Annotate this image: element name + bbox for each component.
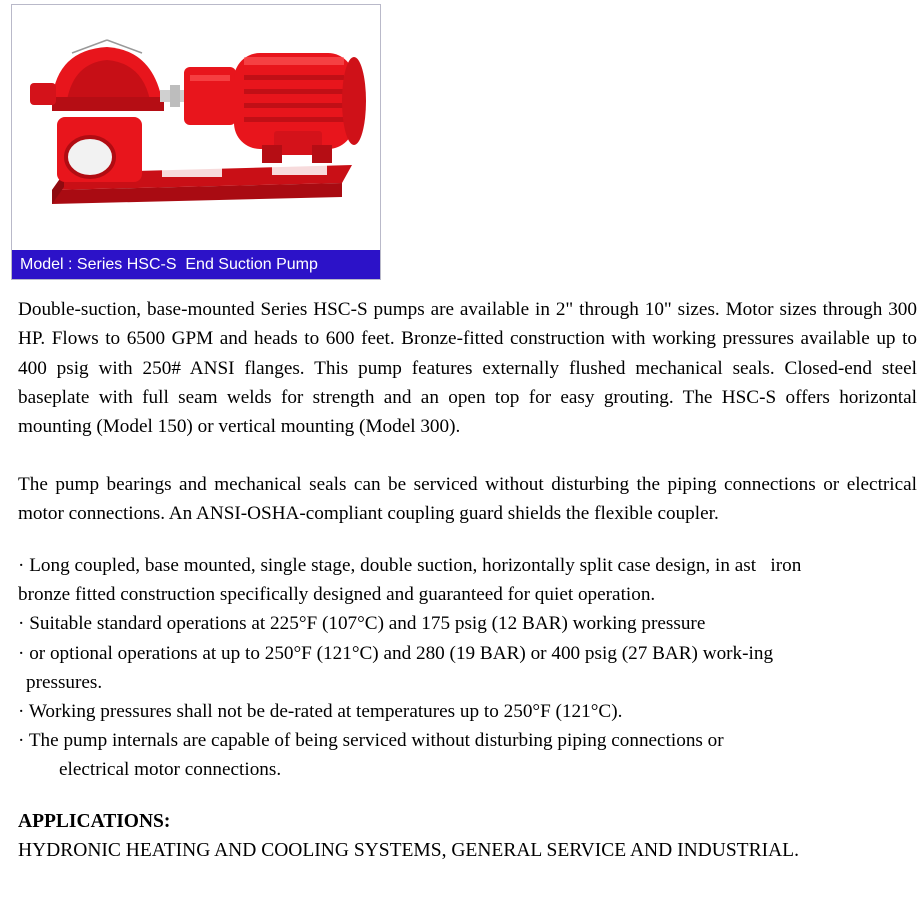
bullet-icon: ·	[18, 701, 25, 723]
description-paragraph-2-text: The pump bearings and mechanical seals can be serviced without disturbing the piping connections or electrical motor connections. An ANSI-OSHA-compliant coupling guard shields the flexible coupler.	[18, 474, 917, 525]
feature-item-1-line-1: Long coupled, base mounted, single stage, double suction, horizontally split case design, in ast iron	[24, 555, 802, 576]
feature-item-2	[18, 609, 917, 638]
feature-item-3-cont	[18, 668, 917, 697]
bullet-icon: ·	[18, 730, 25, 752]
feature-item-3	[18, 639, 917, 668]
feature-item-1	[18, 551, 917, 580]
feature-item-2-text: Suitable standard operations at 225°F (107°C) and 175 psig (12 BAR) working pressure	[24, 613, 706, 635]
feature-item-5	[18, 726, 917, 755]
bullet-icon: ·	[18, 555, 25, 576]
bullet-icon: ·	[18, 642, 25, 664]
feature-item-5-line-2: electrical motor connections.	[59, 759, 282, 781]
feature-item-5-line-1: The pump internals are capable of being serviced without disturbing piping connections or	[24, 730, 724, 752]
description-paragraph-2	[18, 470, 917, 529]
pump-product-image	[12, 5, 380, 250]
feature-item-4-text: Working pressures shall not be de-rated at temperatures up to 250°F (121°C).	[24, 701, 623, 723]
model-caption: Model : Series HSC-S End Suction Pump	[12, 250, 380, 279]
product-card	[11, 4, 381, 280]
applications-text: HYDRONIC HEATING AND COOLING SYSTEMS, GENERAL SERVICE AND INDUSTRIAL.	[18, 840, 799, 861]
feature-item-1-cont	[18, 580, 917, 609]
feature-list	[18, 551, 917, 785]
feature-item-3-line-1: or optional operations at up to 250°F (121°C) and 280 (19 BAR) or 400 psig (27 BAR) work-ing	[24, 642, 774, 664]
feature-item-3-line-2: pressures.	[26, 671, 103, 693]
bullet-icon: ·	[18, 613, 25, 635]
description-paragraph-1	[18, 295, 917, 441]
feature-item-1-line-2: bronze fitted construction specifically designed and guaranteed for quiet operation.	[18, 584, 656, 606]
feature-item-4	[18, 697, 917, 726]
feature-item-5-cont	[18, 755, 917, 784]
description-paragraph-1-text: Double-suction, base-mounted Series HSC-S pumps are available in 2" through 10" sizes. Motor sizes through 300 HP. Flows to 6500 GPM and heads to 600 feet. Bronze-fitted construction with working pressures available up to 400 psig with 250# ANSI flanges. This pump features externally flushed mechanical seals. Closed-end steel baseplate with full seam welds for strength and an open top for easy grouting. The HSC-S offers horizontal mounting (Model 150) or vertical mounting (Model 300).	[18, 299, 917, 438]
applications-heading: APPLICATIONS:	[18, 811, 171, 832]
